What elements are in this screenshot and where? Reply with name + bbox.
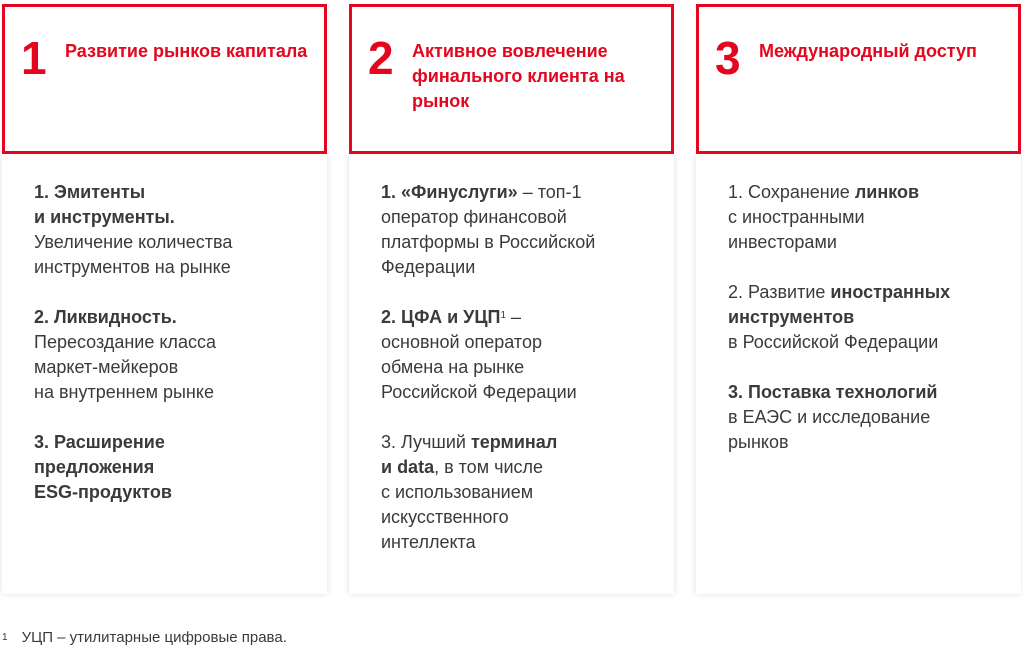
item-text: на внутреннем рынке	[34, 382, 214, 402]
item-text: , в том числе	[434, 457, 544, 477]
item-text: в ЕАЭС и исследование	[728, 407, 931, 427]
item-text: Увеличение количества	[34, 232, 233, 252]
item-bold: ESG-продуктов	[34, 482, 172, 502]
item-text: инструментов на рынке	[34, 257, 231, 277]
column-number: 3	[715, 32, 741, 84]
footnote-text: УЦП – утилитарные цифровые права.	[21, 629, 287, 646]
item-text: маркет-мейкеров	[34, 357, 179, 377]
item-bold: 3. Расширение	[34, 432, 165, 452]
list-item	[381, 430, 661, 555]
column-header	[2, 4, 327, 154]
item-text: 1. Сохранение	[728, 182, 855, 202]
list-item	[728, 280, 1008, 355]
item-text: обмена на рынке	[381, 357, 525, 377]
item-text: искусственного	[381, 507, 509, 527]
item-bold: предложения	[34, 457, 155, 477]
column-body	[696, 154, 1021, 594]
item-text: с использованием	[381, 482, 534, 502]
item-text: Пересоздание класса	[34, 332, 216, 352]
item-bold: терминал	[470, 432, 558, 452]
column-header	[349, 4, 674, 154]
list-item	[34, 305, 314, 405]
column-body	[2, 154, 327, 594]
item-text: интеллекта	[381, 532, 476, 552]
column-body	[349, 154, 674, 594]
item-bold: иностранных	[830, 282, 951, 302]
item-bold: и data	[381, 457, 435, 477]
item-text: Российской Федерации	[381, 382, 577, 402]
item-bold: и инструменты.	[34, 207, 175, 227]
item-text: 2. Развитие	[728, 282, 831, 302]
item-bold: 1. Эмитенты	[34, 182, 146, 202]
footnote-ref: 1	[500, 310, 506, 321]
item-text: рынков	[728, 432, 789, 452]
list-item	[728, 180, 1008, 255]
footnote-mark: 1	[2, 632, 8, 643]
item-text: Федерации	[381, 257, 476, 277]
item-text: в Российской Федерации	[728, 332, 939, 352]
item-text: оператор финансовой	[381, 207, 567, 227]
column-number: 1	[21, 32, 47, 84]
list-item	[728, 380, 1008, 455]
item-bold: 3. Поставка технологий	[728, 382, 938, 402]
list-item	[381, 180, 661, 280]
list-item	[34, 430, 314, 505]
column-number: 2	[368, 32, 394, 84]
item-bold: 2. ЦФА и УЦП	[381, 307, 501, 327]
item-text: с иностранными	[728, 207, 865, 227]
item-bold: инструментов	[728, 307, 855, 327]
column-title: Активное вовлечение финального клиента на рынок	[412, 41, 625, 111]
item-text: – топ-1	[517, 182, 582, 202]
footnote	[2, 628, 287, 648]
item-text: –	[506, 307, 522, 327]
column-header	[696, 4, 1021, 154]
item-text: инвесторами	[728, 232, 837, 252]
list-item	[34, 180, 314, 280]
column-international-access	[696, 4, 1021, 594]
item-bold: 1. «Финуслуги»	[381, 182, 518, 202]
column-capital-markets	[2, 4, 327, 594]
column-title: Международный доступ	[759, 41, 977, 61]
item-bold: 2. Ликвидность.	[34, 307, 177, 327]
column-title: Развитие рынков капитала	[65, 41, 308, 61]
item-bold: линков	[854, 182, 920, 202]
item-text: основной оператор	[381, 332, 542, 352]
item-text: платформы в Российской	[381, 232, 596, 252]
item-text: 3. Лучший	[381, 432, 471, 452]
column-client-involvement	[349, 4, 674, 594]
list-item	[381, 305, 661, 405]
